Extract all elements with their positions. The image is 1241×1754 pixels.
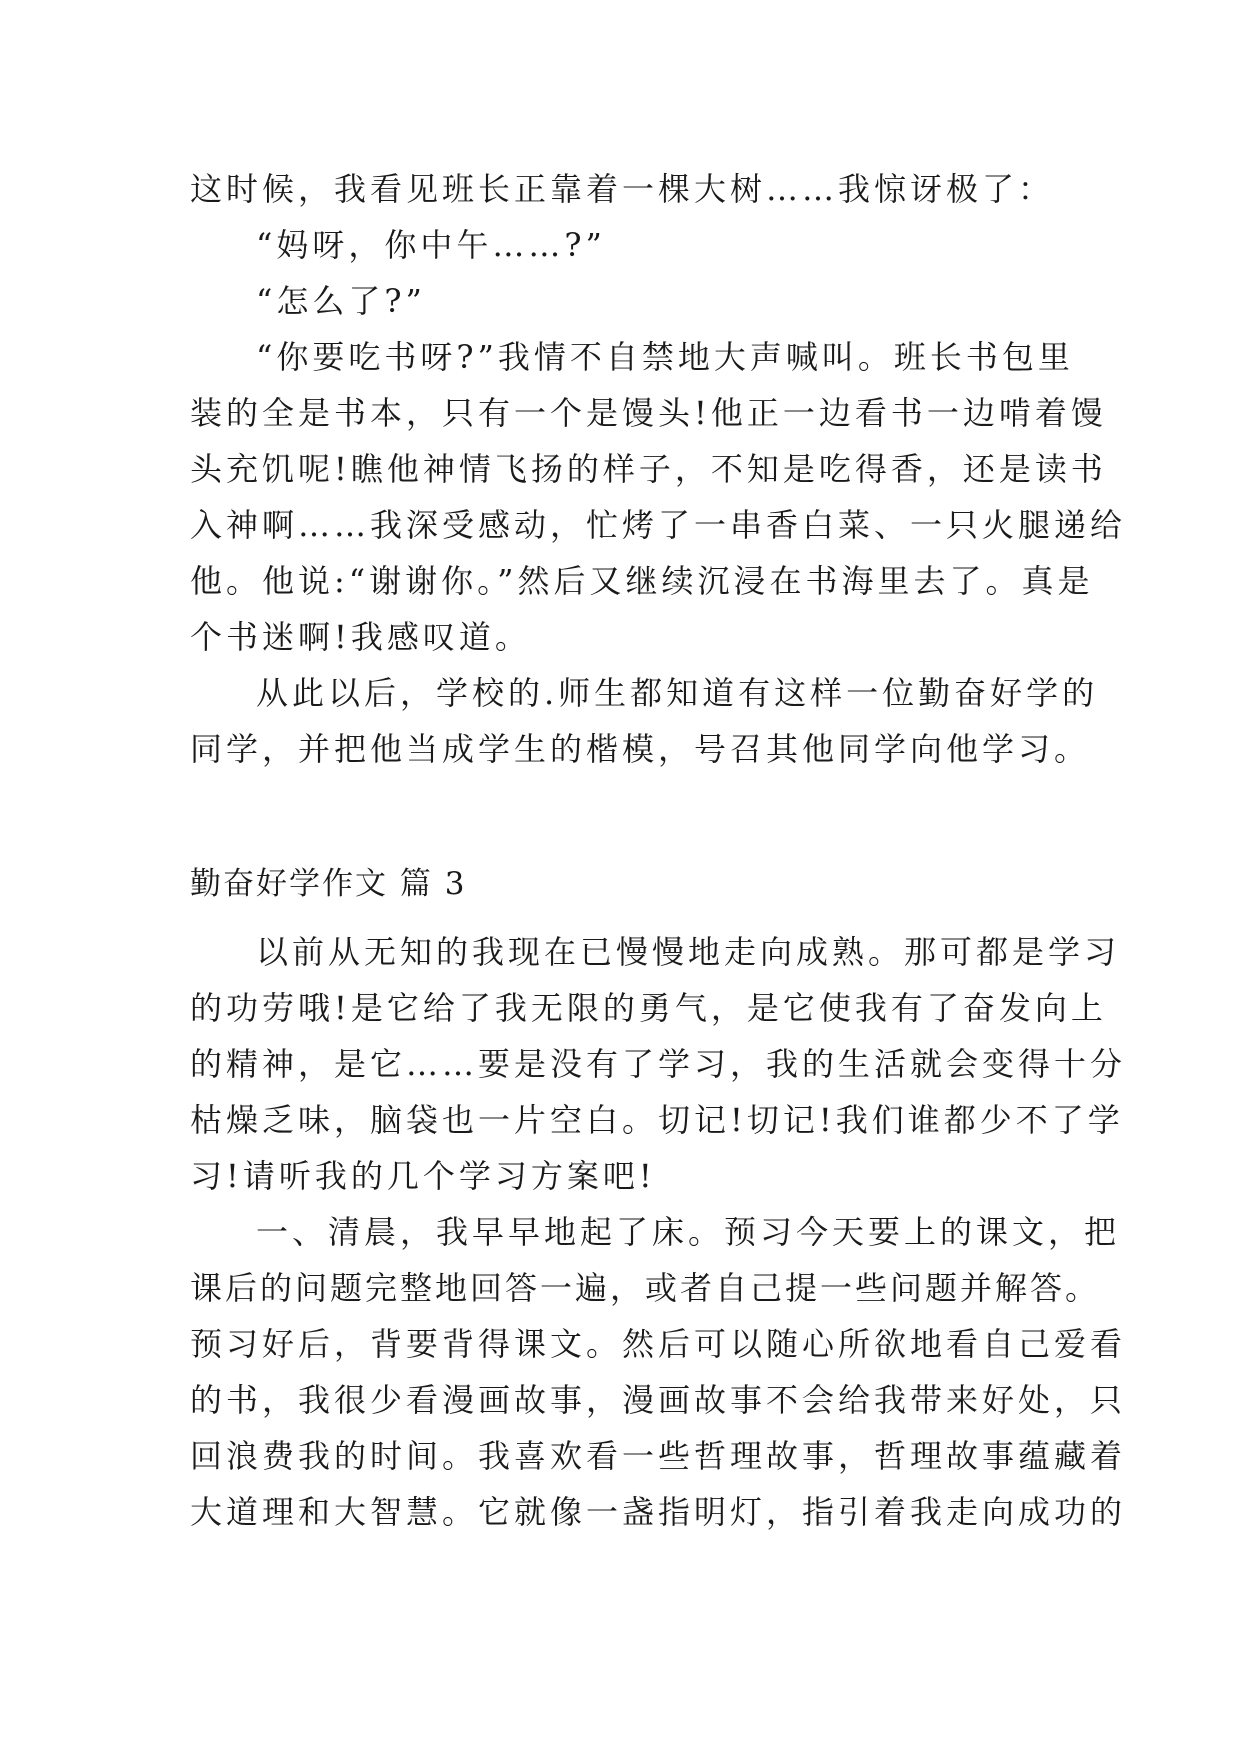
text-line: 大道理和大智慧。它就像一盏指明灯，指引着我走向成功的 [190, 1493, 1127, 1531]
text-line: 一、清晨，我早早地起了床。预习今天要上的课文，把 [256, 1213, 1121, 1251]
text-line: 的精神，是它……要是没有了学习，我的生活就会变得十分 [190, 1045, 1127, 1083]
text-line: 入神啊……我深受感动，忙烤了一串香白菜、一只火腿递给 [190, 506, 1127, 544]
text-line: 回浪费我的时间。我喜欢看一些哲理故事，哲理故事蕴藏着 [190, 1437, 1127, 1475]
text-line: 的书，我很少看漫画故事，漫画故事不会给我带来好处，只 [190, 1381, 1127, 1419]
text-line: “你要吃书呀?”我情不自禁地大声喊叫。班长书包里 [256, 338, 1074, 376]
text-line: 装的全是书本，只有一个是馒头!他正一边看书一边啃着馒 [190, 394, 1107, 432]
section-title: 勤奋好学作文 篇 3 [190, 866, 467, 902]
text-line: “妈呀，你中午……?” [256, 226, 606, 264]
text-line: 预习好后，背要背得课文。然后可以随心所欲地看自己爱看 [190, 1325, 1127, 1363]
section-heading [190, 856, 1070, 912]
text-line: 枯燥乏味，脑袋也一片空白。切记!切记!我们谁都少不了学 [190, 1101, 1124, 1139]
text-line: 这时候，我看见班长正靠着一棵大树……我惊讶极了： [190, 170, 1055, 208]
text-line: 以前从无知的我现在已慢慢地走向成熟。那可都是学习 [256, 933, 1121, 971]
text-line: 课后的问题完整地回答一遍，或者自己提一些问题并解答。 [190, 1269, 1101, 1307]
text-line: 的功劳哦!是它给了我无限的勇气，是它使我有了奋发向上 [190, 989, 1107, 1027]
passage-continuation [190, 161, 1127, 777]
text-line: 他。他说:“谢谢你。”然后又继续沉浸在书海里去了。真是 [190, 562, 1094, 600]
section-3-body [190, 924, 1127, 1540]
text-line: 头充饥呢!瞧他神情飞扬的样子，不知是吃得香，还是读书 [190, 450, 1107, 488]
text-line: 个书迷啊!我感叹道。 [190, 618, 531, 656]
text-line: 习!请听我的几个学习方案吧! [190, 1157, 656, 1195]
text-line: 同学，并把他当成学生的楷模，号召其他同学向他学习。 [190, 730, 1091, 768]
text-line: “怎么了?” [256, 282, 426, 320]
text-line: 从此以后，学校的.师生都知道有这样一位勤奋好学的 [256, 674, 1099, 712]
